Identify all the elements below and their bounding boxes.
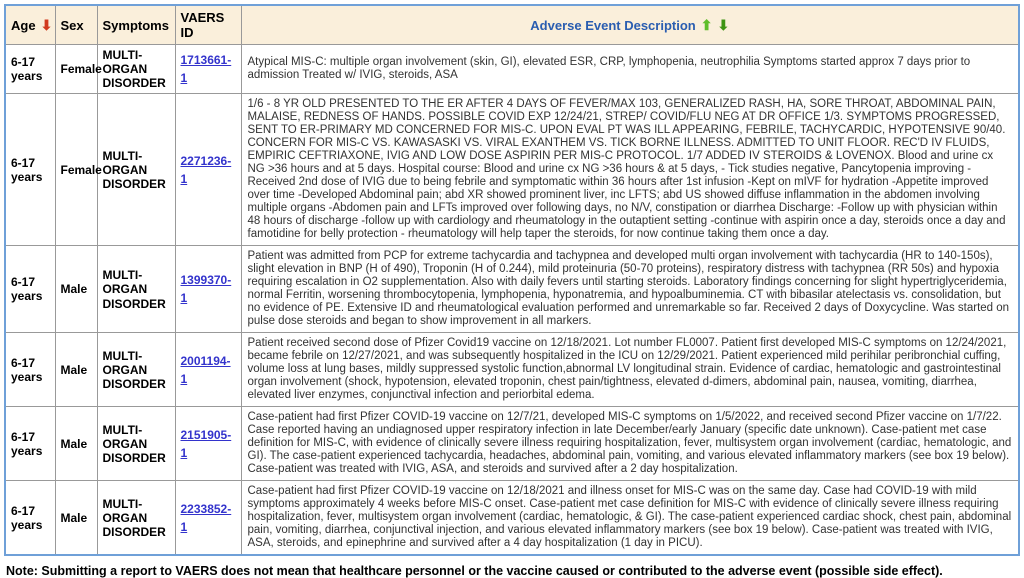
table-row bbox=[5, 94, 1019, 246]
vaers-results-table bbox=[4, 4, 1020, 556]
sort-ascending-icon[interactable]: ⬆ bbox=[700, 17, 713, 33]
description-cell: Case-patient had first Pfizer COVID-19 vaccine on 12/18/2021 and illness onset for MIS-C was on the same day. Case had COVID-19 with mild symptoms approximately 4 weeks before MIS-C onset. Case-patient met case definition for MIS-C with evidence of clinically severe illness requiring hospitalization, fever, multisystem organ involvement (cardiac, hematologic, & GI). The case-patient experienced cardiac shock, chest pain, abdominal pain, vomiting, diarrhea, conjunctival injection, and various elevated inflammatory markers (see box 19 below). Case-patient was treated with IVIG, ASA, steroids, and epinephrine and survived after a 4 day hospitalization (1 day in PICU). bbox=[241, 481, 1019, 556]
vaers-id-cell bbox=[175, 333, 241, 407]
vaers-id-header-label: VAERS ID bbox=[180, 10, 225, 40]
column-header-vaers-id[interactable] bbox=[175, 5, 241, 45]
description-cell: Patient was admitted from PCP for extreme tachycardia and tachypnea and developed multi organ involvement with tachycardia (HR to 140-150s), slight elevation in BNP (H of 490), Troponin (H of 0.244), mild proteinuria (50-70 proteins), respiratory distress with tachypnea (RR 50s) and hypoxia requiring escalation in O2 supplementation. Also with daily fevers until starting steroids. Laboratory findings concerning for slight hypertriglyceridemia, normal Ferritin, worsening thrombocytopenia, lymphopenia, hyponatremia, and hypoalbuminemia. CT with bibasilar atelectasis vs. consolidation, but no evidence of PE. Extensive ID and rheumatological evaluation performed and unremarkable so far. Received 2 days of Doxycycline. Was started on pulse dose steroids and began to show improvement in all markers. bbox=[241, 246, 1019, 333]
symptoms-cell: MULTI-ORGAN DISORDER bbox=[97, 333, 175, 407]
table-body bbox=[5, 45, 1019, 556]
age-cell: 6-17 years bbox=[5, 246, 55, 333]
age-cell: 6-17 years bbox=[5, 94, 55, 246]
vaers-id-cell bbox=[175, 94, 241, 246]
symptoms-header-label: Symptoms bbox=[102, 17, 169, 33]
vaers-id-cell bbox=[175, 45, 241, 94]
symptoms-cell: MULTI-ORGAN DISORDER bbox=[97, 94, 175, 246]
symptoms-cell: MULTI-ORGAN DISORDER bbox=[97, 481, 175, 556]
sex-cell: Male bbox=[55, 333, 97, 407]
sex-cell: Male bbox=[55, 246, 97, 333]
symptoms-cell: MULTI-ORGAN DISORDER bbox=[97, 407, 175, 481]
vaers-id-link[interactable]: 1713661-1 bbox=[180, 53, 232, 86]
sort-descending-indicator-icon: ⬇ bbox=[40, 17, 53, 33]
age-cell: 6-17 years bbox=[5, 333, 55, 407]
vaers-id-link[interactable]: 1399370-1 bbox=[180, 273, 232, 306]
vaers-id-link[interactable]: 2233852-1 bbox=[180, 501, 232, 534]
age-cell: 6-17 years bbox=[5, 481, 55, 556]
description-cell: Patient received second dose of Pfizer Covid19 vaccine on 12/18/2021. Lot number FL0007. Patient first developed MIS-C symptoms on 12/24/2021, became febrile on 12/27/2021, and was subsequently hospitalized in the ICU on 12/29/2021. Patient experienced mild perihilar peribronchial cuffing, volume loss at lung bases, mildly suppressed systolic function,abnormal LV longitudinal strain. Evidence of cardiac, hematologic and gastrointestinal organ involvement (shock, hypotension, elevated troponin, chest pain/tightness, elevated d-dimers, abdominal pain, nausea, vomiting, diarrhea, elevated liver enzymes, conjunctival infection and periorbital edema. bbox=[241, 333, 1019, 407]
sex-cell: Female bbox=[55, 45, 97, 94]
column-header-symptoms[interactable] bbox=[97, 5, 175, 45]
sex-cell: Male bbox=[55, 407, 97, 481]
description-header-label: Adverse Event Description bbox=[530, 17, 696, 33]
description-cell: Atypical MIS-C: multiple organ involvement (skin, GI), elevated ESR, CRP, lymphopenia, neutrophilia Symptoms started approx 7 days prior to admission Treated w/ IVIG, steroids, ASA bbox=[241, 45, 1019, 94]
age-cell: 6-17 years bbox=[5, 407, 55, 481]
column-header-age[interactable] bbox=[5, 5, 55, 45]
age-header-label: Age bbox=[11, 17, 36, 33]
table-row bbox=[5, 481, 1019, 556]
age-cell: 6-17 years bbox=[5, 45, 55, 94]
vaers-id-link[interactable]: 2151905-1 bbox=[180, 427, 232, 460]
table-row bbox=[5, 246, 1019, 333]
column-header-sex[interactable] bbox=[55, 5, 97, 45]
table-row bbox=[5, 45, 1019, 94]
column-header-description[interactable] bbox=[241, 5, 1019, 45]
sex-cell: Female bbox=[55, 94, 97, 246]
footer-note: Note: Submitting a report to VAERS does not mean that healthcare personnel or the vaccine caused or contributed to the adverse event (possible side effect). bbox=[6, 564, 943, 578]
vaers-id-cell bbox=[175, 407, 241, 481]
vaers-id-cell bbox=[175, 481, 241, 556]
sort-descending-icon[interactable]: ⬇ bbox=[717, 17, 730, 33]
description-cell: Case-patient had first Pfizer COVID-19 vaccine on 12/7/21, developed MIS-C symptoms on 1/5/2022, and received second Pfizer vaccine on 1/7/22. Case reported having an undiagnosed upper respiratory infection in late December/early January (specific date unknown). Case-patient met case definition for MIS-C, with evidence of clinically severe illness requiring hospitalization, fever, multisystem organ involvement (cardiac, hematologic, and GI). The case-patient experienced tachycardia, headaches, abdominal pain, vomiting, and various elevated inflammatory markers (see box 19 below). Case-patient was treated with IVIG, ASA, and steroids and survived after a 2 day hospitalization. bbox=[241, 407, 1019, 481]
sex-header-label: Sex bbox=[60, 17, 84, 33]
table-row bbox=[5, 407, 1019, 481]
vaers-id-link[interactable]: 2271236-1 bbox=[180, 153, 232, 186]
table-header bbox=[5, 5, 1019, 45]
description-cell: 1/6 - 8 YR OLD PRESENTED TO THE ER AFTER 4 DAYS OF FEVER/MAX 103, GENERALIZED RASH, HA, SORE THROAT, ABDOMINAL PAIN, MALAISE, REDNESS OF HANDS. POSSIBLE COVID EXP 12/24/21, STREP/ COVID/FLU NEG AT DR OFFICE 1/3. SYMPTOMS PROGRESSED, SENT TO ER-PRIMARY MD CONCERNED FOR MIS-C. UPON EVAL PT WAS ILL APPEARING, FEBRILE, TACHYCARDIC, HYPOTENSIVE 90/40. CONCERN FOR MIS-C VS. KAWASASKI VS. VIRAL EXANTHEM VS. TICK BORNE ILLNESS. ADMITTED TO UNIT FLOOR. REC'D IV FLUIDS, EMPIRIC CEFTRIAXONE, IVIG AND LOW DOSE ASPIRIN PER MIS-C PROTOCOL. 1/7 ADDED IV STEROIDS & LOVENOX. Blood and urine cx NG >36 hours and at 5 days. Hospital course: Blood and urine cx NG >36 hours & at 5 days, - Tick studies negative, Pancytopenia improving -Received 2nd dose of IVIG due to being febrile and symptomatic within 36 hours after 1st infusion -Kept on mIVF for hydration -Appetite improved over time -Developed Abdominal pain; abd XR showed prominent liver, inc LFTS; abd US showed diffuse inflammation in the abdomen involving multiple organs -Abdomen pain and LFTs improved over following days, no N/V, constipation or diarrhea Discharge: -Follow up with physician within 48 hours of discharge -follow up with cardiology and rheumatology in the outaptient setting -continue with aspirin once a day, steroids once a day and famotidine for belly protection - rheumatology will help taper the steroids, for now continue taking them once a day. bbox=[241, 94, 1019, 246]
symptoms-cell: MULTI-ORGAN DISORDER bbox=[97, 45, 175, 94]
vaers-id-cell bbox=[175, 246, 241, 333]
vaers-id-link[interactable]: 2001194-1 bbox=[180, 353, 231, 386]
symptoms-cell: MULTI-ORGAN DISORDER bbox=[97, 246, 175, 333]
table-row bbox=[5, 333, 1019, 407]
sex-cell: Male bbox=[55, 481, 97, 556]
